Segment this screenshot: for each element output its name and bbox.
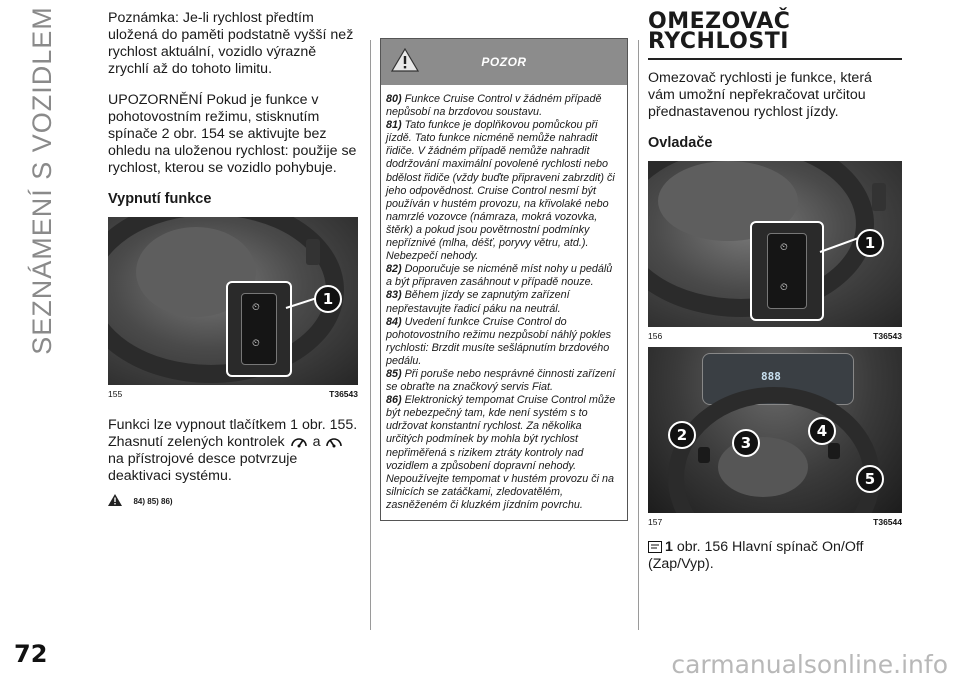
warning-box-header <box>381 39 627 85</box>
warning-paragraph: UPOZORNĚNÍ Pokud je funkce v pohotovostním režimu, stisknutím spínače 2 obr. 154 se aktivujte bez ohledu na uloženou rychlost: použije se rychlost, kterou se vozidlo pohybuje. <box>108 92 357 176</box>
column-right <box>648 9 902 587</box>
figure-number: 155 <box>108 389 123 399</box>
warning-item-text: Uvedení funkce Cruise Control do pohotovostního režimu nezpůsobí náhlý pokles rychlosti: Brzdit musíte sešlápnutím brzdového pedálu. <box>386 315 612 367</box>
speedometer-icon: ⏲ <box>252 338 260 349</box>
warning-triangle-icon <box>391 48 419 72</box>
figure-code: T36543 <box>873 331 902 341</box>
warning-item <box>386 394 621 512</box>
callout-number: 1 <box>314 285 342 313</box>
callout-number: 2 <box>668 421 696 449</box>
warning-item <box>386 316 621 368</box>
figure-number: 157 <box>648 517 663 527</box>
limiter-switch <box>767 233 807 309</box>
warning-item-number: 81) <box>386 119 402 132</box>
figure-code: T36544 <box>873 517 902 527</box>
watermark: carmanualsonline.info <box>671 650 948 679</box>
callout-inset <box>226 281 292 377</box>
warning-item-text: Během jízdy se zapnutým zařízení nepřestavujte řadicí páku na neutrál. <box>386 289 570 315</box>
dashboard-photo <box>648 347 902 513</box>
figure-157 <box>648 347 902 527</box>
control-item: 1 obr. 156 Hlavní spínač On/Off (Zap/Vyp). <box>648 539 864 572</box>
warning-item-text: Funkce Cruise Control v žádném případě nepůsobí na brzdovou soustavu. <box>386 93 602 119</box>
side-section-title: SEZNÁMENÍ S VOZIDLEM <box>26 5 57 355</box>
column-middle <box>380 38 628 521</box>
subheading-controls: Ovladače <box>648 135 713 151</box>
column-left <box>108 10 358 509</box>
warning-item-number: 80) <box>386 93 402 105</box>
callout-number: 1 <box>856 229 884 257</box>
cruise-indicator-icon <box>289 435 309 449</box>
warning-triangle-icon <box>108 494 122 506</box>
speedometer-icon: ⏲ <box>780 242 788 253</box>
disable-paragraph: Funkci lze vypnout tlačítkem 1 obr. 155. Zhasnutí zelených kontrolek a na přístrojové desce potvrzuje deaktivaci systému. <box>108 417 358 484</box>
column-divider <box>370 40 371 630</box>
warning-item <box>386 289 621 315</box>
warning-item-number: 86) <box>386 394 402 407</box>
page-number: 72 <box>14 640 48 668</box>
warning-box-title: POZOR <box>481 55 527 69</box>
intro-paragraph: Omezovač rychlosti je funkce, která vám umožní nepřekračovat určitou přednastavenou rychlost jízdy. <box>648 70 872 120</box>
steering-wheel-photo <box>108 217 358 385</box>
warning-item-text: Při poruše nebo nesprávné činnosti zařízení se obraťte na značkový servis Fiat. <box>386 367 616 394</box>
cluster-display: 888 <box>761 370 781 383</box>
section-title: OMEZOVAČ RYCHLOSTI <box>648 12 902 60</box>
warning-item-number: 82) <box>386 263 402 276</box>
steering-wheel-photo <box>648 161 902 327</box>
cruise-switch <box>241 293 277 365</box>
subheading-disable: Vypnutí funkce <box>108 191 212 207</box>
warning-references <box>108 491 358 509</box>
callout-inset <box>750 221 824 321</box>
warning-box-body <box>381 85 627 520</box>
warning-item <box>386 263 621 289</box>
figure-155 <box>108 217 358 399</box>
speedometer-icon: ⏲ <box>780 282 788 293</box>
warning-item-text: Elektronický tempomat Cruise Control může být nebezpečný tam, kde není systém s to udržovat konstantní rychlost. Za několika určitých podmínek by mohla být rychlost nepřiměřená s rizikem ztráty kontroly nad vozidlem a způsobení dopravní nehody. Nepoužívejte tempomat v hustém provozu či na silnicích se zatáčkami, zledovatělém, zasněženém či kluzkém jízdním povrchu. <box>386 394 616 511</box>
note-paragraph: Poznámka: Je-li rychlost předtím uložená do paměti podstatně vyšší než rychlost aktuální, vozidlo výrazně zrychlí až do tohoto limitu. <box>108 10 354 77</box>
callout-number: 5 <box>856 465 884 493</box>
warning-item <box>386 119 621 263</box>
warning-item-number: 83) <box>386 289 402 302</box>
speedometer-icon: ⏲ <box>252 302 260 313</box>
warning-item-text: Tato funkce je doplňkovou pomůckou při jízdě. Tato funkce nicméně nemůže nahradit řidiče. V žádném případě nemůže nahradit dodržování maximální povolené rychlosti nebo bdělost řidiče (vždy buďte připraveni zabrzdit) či jeho odpovědnost. Cruise Control nesmí být používán v hustém provozu, na křivolaké nebo namrzlé vozovce (námraza, mokrá vozovka, štěrk) a pokud jsou povětrnostní podmínky nepříznivé (mlha, déšť, poryvy větru, atd.). Nebezpečí nehody. <box>386 119 615 263</box>
warning-item-number: 85) <box>386 367 402 380</box>
callout-number: 4 <box>808 417 836 445</box>
figure-156 <box>648 161 902 341</box>
figure-code: T36543 <box>329 389 358 399</box>
limiter-indicator-icon <box>324 435 344 449</box>
warning-item <box>386 368 621 394</box>
reference-numbers: 84) 85) 86) <box>133 497 173 506</box>
warning-box <box>380 38 628 521</box>
callout-number: 3 <box>732 429 760 457</box>
warning-item <box>386 93 621 119</box>
warning-item-number: 84) <box>386 315 402 328</box>
column-divider <box>638 40 639 630</box>
warning-item-text: Doporučuje se nicméně míst nohy u pedálů a být připraven zasáhnout v případě nouze. <box>386 263 613 289</box>
figure-number: 156 <box>648 331 663 341</box>
note-icon <box>648 541 662 553</box>
